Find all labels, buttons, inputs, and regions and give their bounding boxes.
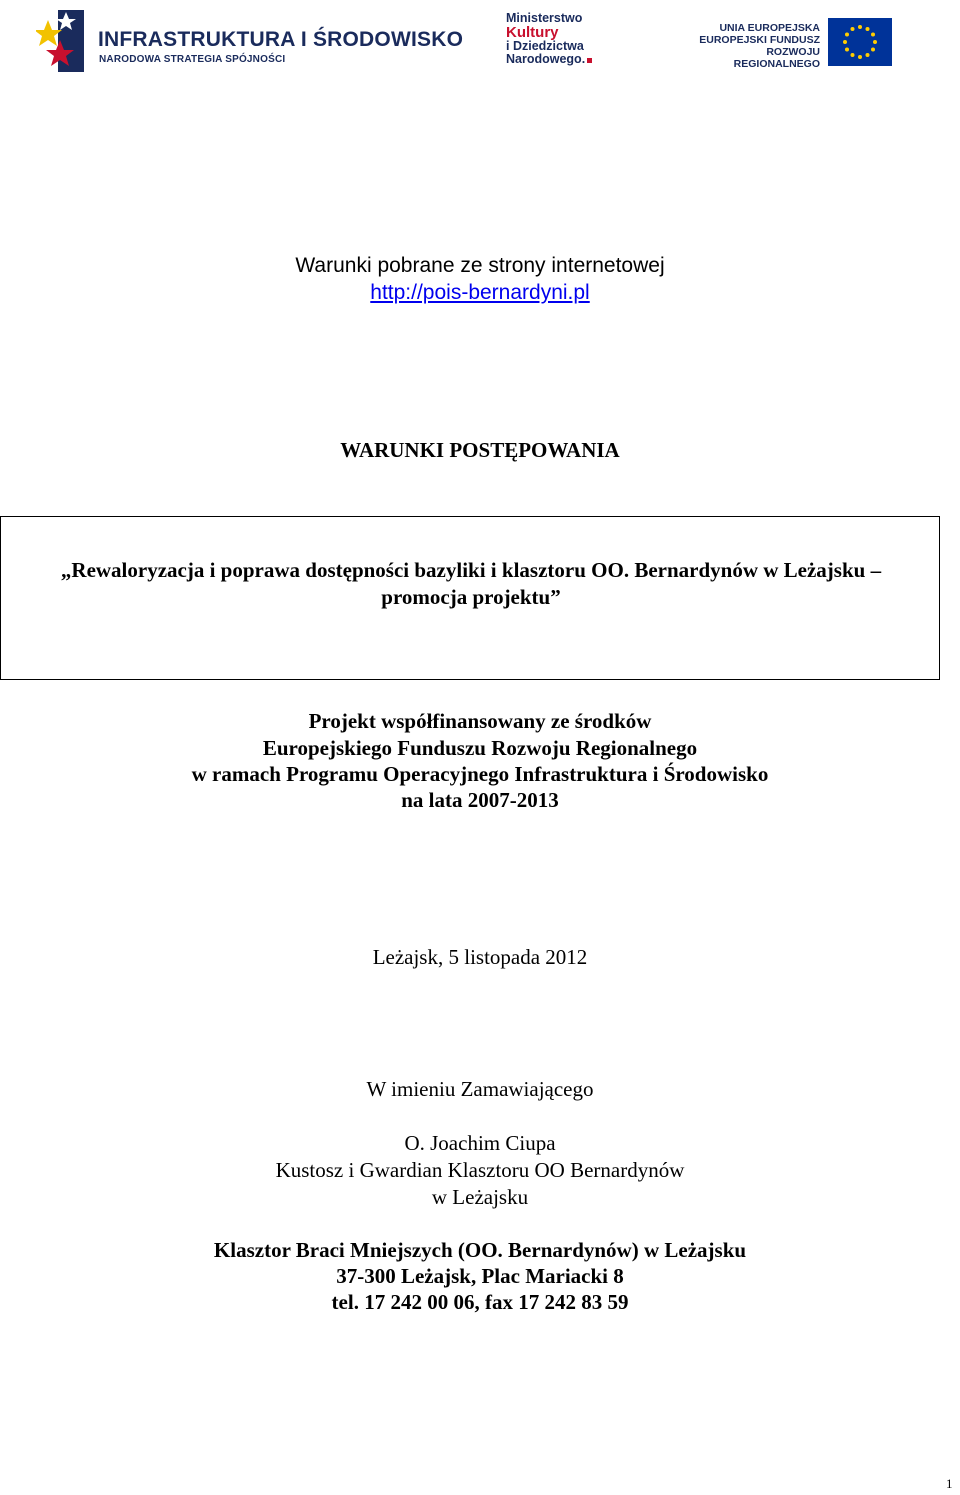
funding-line-1: Projekt współfinansowany ze środków (308, 709, 652, 733)
logo-infrastruktura (36, 6, 464, 78)
signature-on-behalf: W imieniu Zamawiającego (366, 1077, 594, 1101)
project-title-line1: „Rewaloryzacja i poprawa dostępności bazyliki i klasztoru OO. Bernardynów w Leżajsku – (60, 558, 882, 582)
source-text: Warunki pobrane ze strony internetowej (295, 254, 665, 277)
logo-ue-line3: ROZWOJU REGIONALNEGO (733, 46, 820, 70)
logo-mk-line3: i Dziedzictwa (506, 39, 584, 53)
logo-ministerstwo (506, 12, 616, 68)
address-line-3: tel. 17 242 00 06, fax 17 242 83 59 (331, 1290, 629, 1314)
logo-mk-line1: Ministerstwo (506, 11, 583, 25)
project-title-box (0, 516, 940, 680)
address-line-2: 37-300 Leżajsk, Plac Mariacki 8 (336, 1264, 624, 1288)
signature-name: O. Joachim Ciupa (404, 1131, 556, 1155)
page-number: 1 (946, 1476, 953, 1491)
logo-is-subtitle: NARODOWA STRATEGIA SPÓJNOŚCI (99, 54, 286, 65)
address-line-1: Klasztor Braci Mniejszych (OO. Bernardynów) w Leżajsku (213, 1238, 747, 1262)
project-title-line2: promocja projektu” (381, 585, 561, 609)
source-link-container (0, 279, 960, 306)
infrastruktura-emblem-icon (36, 6, 86, 78)
logo-mk-line4-text: Narodowego. (506, 52, 586, 66)
logo-unia-europejska (690, 18, 902, 68)
red-square-icon (587, 58, 592, 63)
logo-mk-line4 (506, 53, 616, 66)
funding-line-4: na lata 2007-2013 (401, 788, 559, 812)
funding-line-3: w ramach Programu Operacyjnego Infrastruktura i Środowisko (191, 762, 769, 786)
place-date: Leżajsk, 5 listopada 2012 (372, 945, 588, 969)
logo-mk-line2: Kultury (506, 24, 559, 41)
signature-role: Kustosz i Gwardian Klasztoru OO Bernardynów (275, 1158, 685, 1182)
logo-is-title: INFRASTRUKTURA I ŚRODOWISKO (98, 28, 464, 51)
source-link[interactable]: http://pois-bernardyni.pl (370, 281, 590, 304)
eu-flag-icon (828, 18, 892, 66)
logo-ue-line1: UNIA EUROPEJSKA (719, 22, 820, 34)
signature-location: w Leżajsku (431, 1185, 529, 1209)
funding-line-2: Europejskiego Funduszu Rozwoju Regionalnego (262, 736, 698, 760)
page-heading: WARUNKI POSTĘPOWANIA (340, 438, 620, 462)
logo-ue-line2: EUROPEJSKI FUNDUSZ (699, 34, 820, 46)
